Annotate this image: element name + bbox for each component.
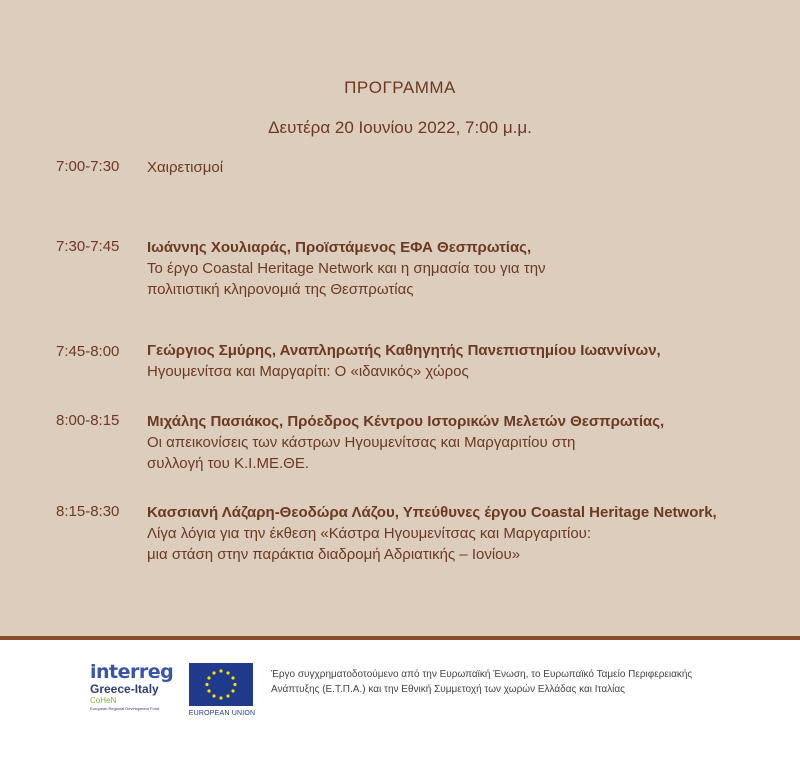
program-line: Το έργο Coastal Heritage Network και η σημασία του για την [147,260,546,277]
funding-line: Έργο συγχρηματοδοτούμενο από την Ευρωπαϊκή Ένωση, το Ευρωπαϊκό Ταμείο Περιφερειακής [271,669,693,680]
interreg-region: Greece-Italy [90,682,159,696]
interreg-fund: European Regional Development Fund [90,706,160,711]
program-line: συλλογή του Κ.Ι.ΜΕ.ΘΕ. [147,455,310,472]
program-time: 8:15-8:30 [56,503,120,520]
program-content [147,158,784,177]
interreg-logo [90,662,185,722]
program-line: Ηγουμενίτσα και Μαργαρίτι: Ο «ιδανικός» χώρος [147,363,469,380]
program-line: πολιτιστική κληρονομιά της Θεσπρωτίας [147,281,414,298]
program-content [147,503,784,564]
program-content [147,238,784,299]
eu-flag-icon [189,663,253,706]
program-content [147,341,784,381]
program-speaker: Ιωάννης Χουλιαράς, Προϊστάμενος ΕΦΑ Θεσπρωτίας, [147,239,532,256]
program-time: 8:00-8:15 [56,412,120,429]
page-title: ΠΡΟΓΡΑΜΜΑ [344,78,456,97]
event-date: Δευτέρα 20 Ιουνίου 2022, 7:00 μ.μ. [268,118,532,137]
program-speaker: Μιχάλης Πασιάκος, Πρόεδρος Κέντρου Ιστορικών Μελετών Θεσπρωτίας, [147,413,665,430]
program-content [147,412,784,473]
program-time: 7:30-7:45 [56,238,120,255]
program-time: 7:00-7:30 [56,158,120,175]
program-line: Χαιρετισμοί [147,159,224,176]
program-line: Λίγα λόγια για την έκθεση «Κάστρα Ηγουμενίτσας και Μαργαριτίου: [147,525,592,542]
program-speaker: Γεώργιος Σμύρης, Αναπληρωτής Καθηγητής Πανεπιστημίου Ιωαννίνων, [147,342,661,359]
eu-label: EUROPEAN UNION [188,710,256,717]
program-line: μια στάση στην παράκτια διαδρομή Αδριατικής – Ιονίου» [147,546,521,563]
funding-line: Ανάπτυξης (Ε.Τ.Π.Α.) και την Εθνική Συμμετοχή των χωρών Ελλάδας και Ιταλίας [271,684,625,695]
interreg-wordmark: interreg [90,661,174,683]
program-speaker: Κασσιανή Λάζαρη-Θεοδώρα Λάζου, Υπεύθυνες έργου Coastal Heritage Network, [147,504,717,521]
funding-statement [271,667,791,697]
program-line: Οι απεικονίσεις των κάστρων Ηγουμενίτσας και Μαργαριτίου στη [147,434,576,451]
program-time: 7:45-8:00 [56,343,120,360]
interreg-project: CoHeN [90,696,117,705]
